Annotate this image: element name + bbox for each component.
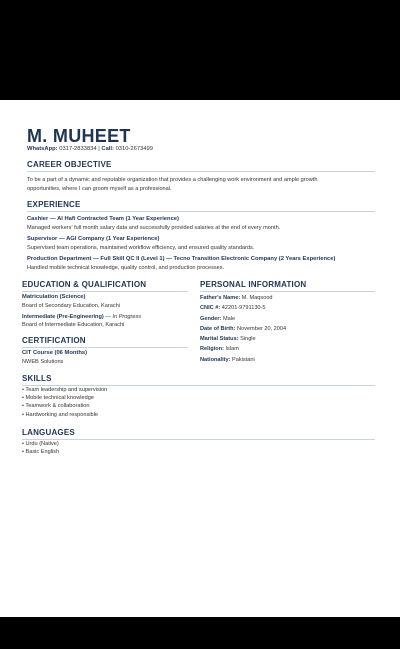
personal-field [200, 303, 286, 313]
objective-divider [27, 171, 375, 172]
job-title: Supervisor — AGI Company (1 Year Experience) [27, 236, 160, 242]
personal-field [200, 324, 286, 334]
objective-line-1: To be a part of a dynamic and reputable organization that provides a challenging work environment and ample growth [27, 177, 318, 183]
objective-heading: CAREER OBJECTIVE [27, 160, 112, 169]
field-value: 42201-9791130-5 [221, 305, 266, 312]
certification-title: CIT Course (06 Months) [22, 350, 88, 356]
job-title: Production Department — Full Skill QC II (Level 1) — Tecno Transition Electronic Company (2 Years Experience) [27, 256, 336, 262]
language-item: • Urdu (Native) [22, 440, 59, 448]
field-label: Father's Name: [200, 295, 241, 301]
resume-page [0, 100, 400, 617]
personal-info-list [200, 293, 286, 365]
education-board: Board of Intermediate Education, Karachi [22, 322, 125, 328]
language-item: • Basic English [22, 448, 59, 456]
candidate-name: M. MUHEET [27, 126, 131, 146]
certification-org: NWEB Solutions [22, 359, 64, 365]
languages-list [22, 440, 59, 456]
education-heading: EDUCATION & QUALIFICATION [22, 280, 147, 289]
education-title: Matriculation (Science) [22, 294, 86, 300]
field-value: Male [223, 315, 236, 322]
whatsapp-number: 0317-2833834 [59, 146, 97, 152]
education-title: Intermediate (Pre-Engineering) [22, 314, 104, 320]
contact-separator: | [98, 146, 100, 152]
objective-line-2: opportunities, where I can groom myself as a professional. [27, 185, 172, 192]
call-label: Call: [101, 146, 114, 152]
education-board: Board of Secondary Education, Karachi [22, 303, 120, 309]
personal-field [200, 314, 286, 324]
personal-field [200, 293, 286, 303]
field-label: Religion: [200, 346, 224, 353]
job-description: Supervised team operations, maintained workflow efficiency, and ensured quality standards. [27, 245, 255, 251]
education-status: In Progress [112, 314, 142, 320]
skill-item: • Mobile technical knowledge [22, 394, 107, 402]
certification-heading: CERTIFICATION [22, 336, 86, 345]
field-value: Islam [225, 346, 239, 353]
personal-field [200, 355, 286, 365]
skills-list [22, 386, 107, 419]
field-value: November 20, 2004 [237, 325, 287, 332]
languages-divider [22, 439, 375, 440]
education-divider [22, 291, 188, 292]
contact-line [27, 146, 153, 152]
languages-heading: LANGUAGES [22, 428, 75, 437]
certification-divider [22, 347, 188, 348]
field-value: M. Maqsood [241, 295, 273, 301]
field-value: Single [240, 336, 256, 343]
job-description: Handled mobile technical knowledge, quality control, and production processes. [27, 265, 225, 271]
call-number: 0310-2673499 [115, 146, 153, 152]
experience-heading: EXPERIENCE [27, 200, 81, 209]
skill-item: • Teamwork & collaboration [22, 402, 107, 410]
field-label: Gender: [200, 315, 222, 322]
personal-divider [200, 291, 375, 292]
personal-heading: PERSONAL INFORMATION [200, 280, 307, 289]
experience-divider [27, 211, 375, 212]
skills-heading: SKILLS [22, 374, 52, 383]
skill-item: • Hardworking and responsible [22, 411, 107, 419]
personal-field [200, 334, 286, 344]
field-label: Date of Birth: [200, 325, 236, 332]
education-dash: — [105, 314, 111, 320]
job-title: Cashier — Al Hafi Contracted Team (1 Year Experience) [27, 216, 179, 222]
job-description: Managed workers' full month salary data and successfully provided salaries at the end of every month. [27, 225, 281, 231]
personal-field [200, 344, 286, 354]
field-label: Marital Status: [200, 336, 239, 343]
whatsapp-label: WhatsApp: [27, 146, 58, 152]
field-label: Nationality: [200, 356, 231, 363]
field-value: Pakistani [232, 356, 255, 363]
objective-text [27, 176, 377, 193]
field-label: CNIC #: [200, 305, 221, 312]
skill-item: • Team leadership and supervision [22, 386, 107, 394]
